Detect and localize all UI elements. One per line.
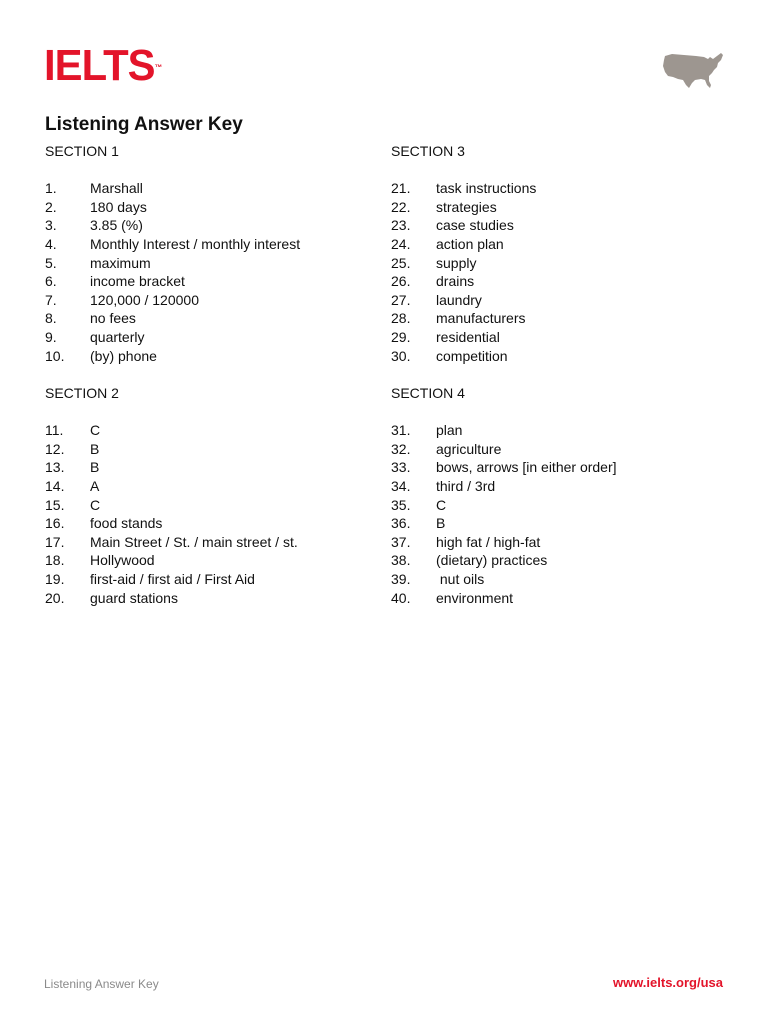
answer-text: Monthly Interest / monthly interest [90, 235, 301, 252]
answer-row [45, 533, 385, 552]
answer-text: task instructions [436, 180, 537, 197]
answer-row [45, 272, 385, 291]
answer-number: 29. [391, 328, 411, 345]
answer-number: 38. [391, 552, 411, 569]
answer-text: food stands [90, 515, 163, 532]
answer-row [45, 254, 385, 273]
answer-row [45, 514, 385, 533]
answer-text: C [436, 496, 447, 513]
answer-number: 13. [45, 459, 65, 476]
answer-text: no fees [90, 310, 136, 327]
answer-number: 20. [45, 589, 65, 606]
answer-number: 24. [391, 235, 411, 252]
answer-text: first-aid / first aid / First Aid [90, 570, 255, 587]
answer-number: 39. [391, 570, 411, 587]
answer-text: supply [436, 254, 477, 271]
answer-row [45, 347, 385, 366]
answer-number: 4. [45, 235, 57, 252]
answer-text: C [90, 422, 101, 439]
answer-number: 7. [45, 291, 57, 308]
answer-number: 30. [391, 347, 411, 364]
answer-text: A [90, 477, 100, 494]
answer-number: 11. [45, 422, 64, 439]
answer-number: 31. [391, 422, 411, 439]
answer-text: strategies [436, 198, 497, 215]
answer-number: 22. [391, 198, 411, 215]
answer-row [45, 216, 385, 235]
section-1 [45, 142, 385, 365]
answer-text: competition [436, 347, 508, 364]
section-title: SECTION 4 [391, 385, 465, 401]
answer-row [391, 551, 731, 570]
answer-number: 40. [391, 589, 411, 606]
answer-row [391, 421, 731, 440]
answer-text: (by) phone [90, 347, 157, 364]
answer-number: 21. [391, 180, 411, 197]
answer-text: plan [436, 422, 463, 439]
answer-row [391, 514, 731, 533]
section-3 [391, 142, 731, 365]
answer-text: 120,000 / 120000 [90, 291, 199, 308]
answer-number: 32. [391, 440, 411, 457]
answer-text: laundry [436, 291, 482, 308]
answer-text: B [90, 459, 100, 476]
answer-text: 180 days [90, 198, 147, 215]
answer-text: Marshall [90, 180, 143, 197]
page-title: Listening Answer Key [45, 114, 243, 135]
answer-row [45, 570, 385, 589]
answer-row [391, 235, 731, 254]
answer-number: 10. [45, 347, 65, 364]
answer-number: 9. [45, 328, 57, 345]
answer-row [391, 328, 731, 347]
answer-row [391, 496, 731, 515]
answer-row [45, 551, 385, 570]
trademark-symbol: ™ [154, 63, 163, 72]
answer-number: 25. [391, 254, 411, 271]
answer-row [391, 291, 731, 310]
answer-text: maximum [90, 254, 151, 271]
answer-text: Main Street / St. / main street / st. [90, 533, 298, 550]
answer-row [391, 309, 731, 328]
answer-row [391, 440, 731, 459]
answer-text: manufacturers [436, 310, 526, 327]
answer-row [45, 235, 385, 254]
footer-title: Listening Answer Key [44, 977, 159, 991]
footer-website-link[interactable]: www.ielts.org/usa [612, 975, 723, 990]
answer-text: case studies [436, 217, 514, 234]
answer-text: environment [436, 589, 514, 606]
answer-text: B [436, 515, 446, 532]
answer-text: income bracket [90, 273, 185, 290]
answer-text: agriculture [436, 440, 502, 457]
answer-row [45, 179, 385, 198]
answer-number: 36. [391, 515, 411, 532]
answer-text: 3.85 (%) [90, 217, 143, 234]
answer-row [391, 347, 731, 366]
answer-number: 37. [391, 533, 411, 550]
answer-row [45, 458, 385, 477]
answer-number: 34. [391, 477, 411, 494]
answer-number: 27. [391, 291, 411, 308]
answer-text: drains [436, 273, 475, 290]
answer-row [391, 570, 731, 589]
answer-number: 26. [391, 273, 411, 290]
section-2 [45, 384, 385, 607]
answer-number: 8. [45, 310, 57, 327]
answer-row [391, 477, 731, 496]
answer-number: 1. [45, 180, 57, 197]
answer-row [45, 440, 385, 459]
answer-row [45, 589, 385, 608]
answer-row [391, 198, 731, 217]
answer-row [391, 272, 731, 291]
answer-number: 14. [45, 477, 65, 494]
answer-text: guard stations [90, 589, 178, 606]
answer-text: high fat / high-fat [436, 533, 541, 550]
answer-number: 5. [45, 254, 57, 271]
answer-number: 35. [391, 496, 411, 513]
section-title: SECTION 3 [391, 143, 465, 159]
answer-number: 3. [45, 217, 57, 234]
answer-text: nut oils [436, 570, 485, 587]
answer-text: quarterly [90, 328, 145, 345]
answer-number: 6. [45, 273, 57, 290]
usa-map-icon [662, 50, 724, 90]
answer-text: third / 3rd [436, 477, 496, 494]
answer-row [391, 216, 731, 235]
logo-text: IELTS [44, 41, 155, 90]
section-title: SECTION 1 [45, 143, 119, 159]
answer-row [45, 291, 385, 310]
answer-row [391, 179, 731, 198]
answer-text: Hollywood [90, 552, 155, 569]
section-4 [391, 384, 731, 607]
answer-row [391, 254, 731, 273]
answer-text: bows, arrows [in either order] [436, 459, 617, 476]
answer-row [391, 533, 731, 552]
answer-number: 17. [45, 533, 65, 550]
ielts-logo [44, 41, 163, 90]
answer-row [45, 477, 385, 496]
answer-number: 2. [45, 198, 57, 215]
answer-text: (dietary) practices [436, 552, 548, 569]
answer-row [45, 496, 385, 515]
answer-row [391, 589, 731, 608]
answer-text: B [90, 440, 100, 457]
answer-number: 28. [391, 310, 411, 327]
answer-number: 33. [391, 459, 411, 476]
answer-number: 15. [45, 496, 65, 513]
answer-number: 18. [45, 552, 65, 569]
answer-row [45, 328, 385, 347]
answer-number: 16. [45, 515, 65, 532]
answer-row [45, 309, 385, 328]
answer-text: C [90, 496, 101, 513]
answer-row [45, 198, 385, 217]
answer-row [45, 421, 385, 440]
answer-number: 19. [45, 570, 65, 587]
answer-row [391, 458, 731, 477]
answer-text: residential [436, 328, 500, 345]
answer-number: 23. [391, 217, 411, 234]
section-title: SECTION 2 [45, 385, 119, 401]
answer-text: action plan [436, 235, 504, 252]
answer-number: 12. [45, 440, 65, 457]
